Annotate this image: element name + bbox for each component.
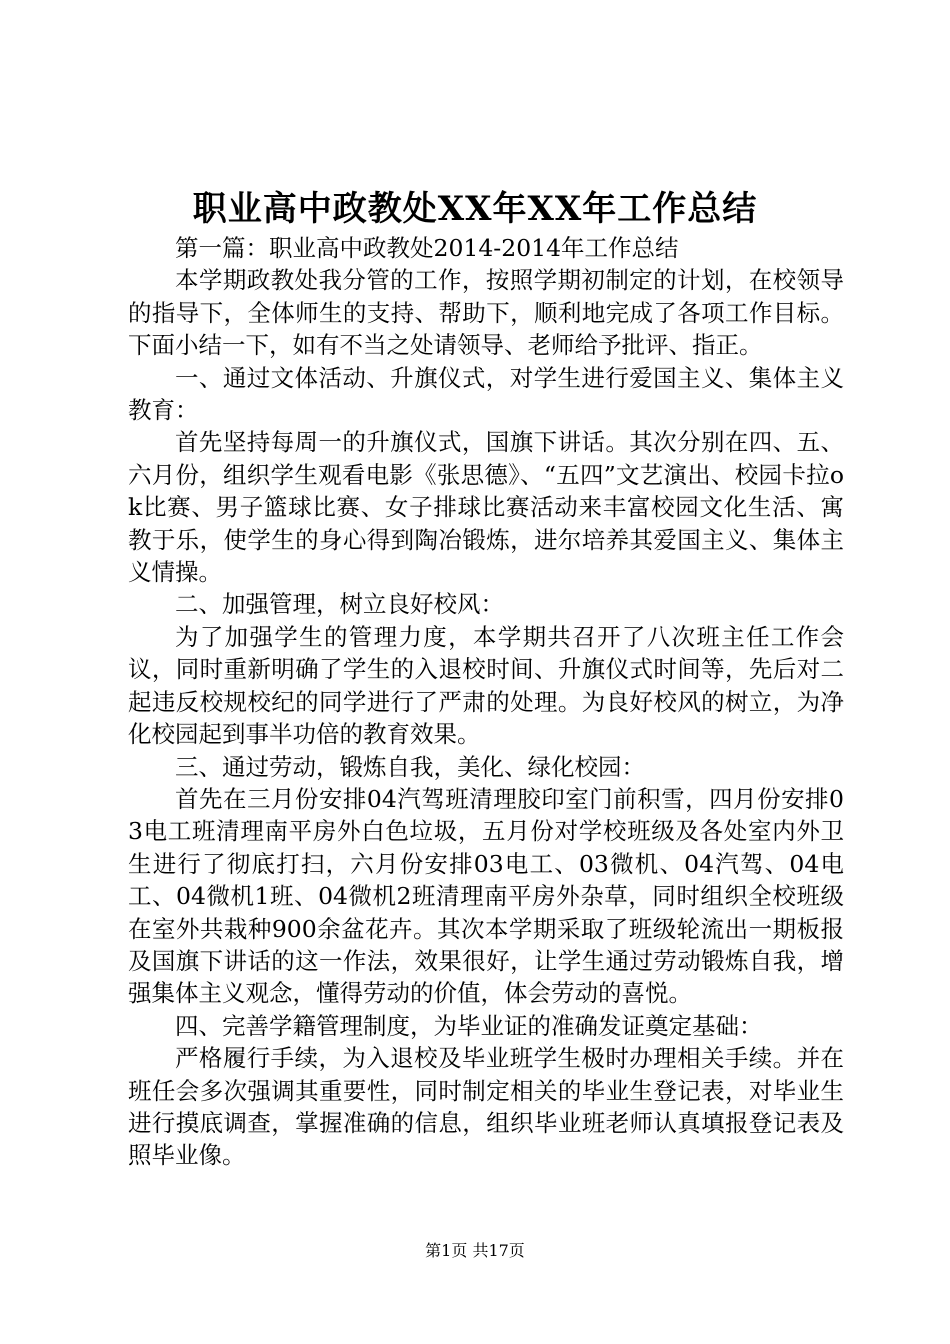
intro-paragraph: 本学期政教处我分管的工作，按照学期初制定的计划，在校领导的指导下，全体师生的支持、帮助下，顺利地完成了各项工作目标。下面小结一下，如有不当之处请领导、老师给予批评、指正。 xyxy=(128,266,844,360)
section-body-3: 首先在三月份安排04汽驾班清理胶印室门前积雪，四月份安排03电工班清理南平房外白色垃圾，五月份对学校班级及各处室内外卫生进行了彻底打扫，六月份安排03电工、03微机、04汽驾、04电工、04微机1班、04微机2班清理南平房外杂草，同时组织全校班级在室外共栽种900余盆花卉。其次本学期采取了班级轮流出一期板报及国旗下讲话的这一作法，效果很好，让学生通过劳动锻炼自我，增强集体主义观念，懂得劳动的价值，体会劳动的喜悦。 xyxy=(128,784,844,1008)
section-body-1: 首先坚持每周一的升旗仪式，国旗下讲话。其次分别在四、五、六月份，组织学生观看电影《张思德》、“五四”文艺演出、校园卡拉ok比赛、男子篮球比赛、女子排球比赛活动来丰富校园文化生活、寓教于乐，使学生的身心得到陶冶锻炼，进尔培养其爱国主义、集体主义情操。 xyxy=(128,428,844,587)
section-heading-3: 三、通过劳动，锻炼自我，美化、绿化校园： xyxy=(175,752,645,781)
document-body xyxy=(128,232,844,1172)
page-number-footer: 第1页 共17页 xyxy=(425,1241,525,1260)
section-heading-4: 四、完善学籍管理制度，为毕业证的准确发证奠定基础： xyxy=(175,1011,763,1040)
section-body-4: 严格履行手续，为入退校及毕业班学生极时办理相关手续。并在班任会多次强调其重要性，同时制定相关的毕业生登记表，对毕业生进行摸底调查，掌握准确的信息，组织毕业班老师认真填报登记表及照毕业像。 xyxy=(128,1044,844,1170)
section-heading-2: 二、加强管理，树立良好校风： xyxy=(175,590,504,619)
section-heading-1: 一、通过文体活动、升旗仪式，对学生进行爱国主义、集体主义教育： xyxy=(128,363,844,425)
section-body-2: 为了加强学生的管理力度，本学期共召开了八次班主任工作会议，同时重新明确了学生的入退校时间、升旗仪式时间等，先后对二起违反校规校纪的同学进行了严肃的处理。为良好校风的树立，为净化校园起到事半功倍的教育效果。 xyxy=(128,622,844,749)
document-title: 职业高中政教处XX年XX年工作总结 xyxy=(192,189,758,229)
section-heading-part-one: 第一篇：职业高中政教处2014-2014年工作总结 xyxy=(175,234,679,262)
